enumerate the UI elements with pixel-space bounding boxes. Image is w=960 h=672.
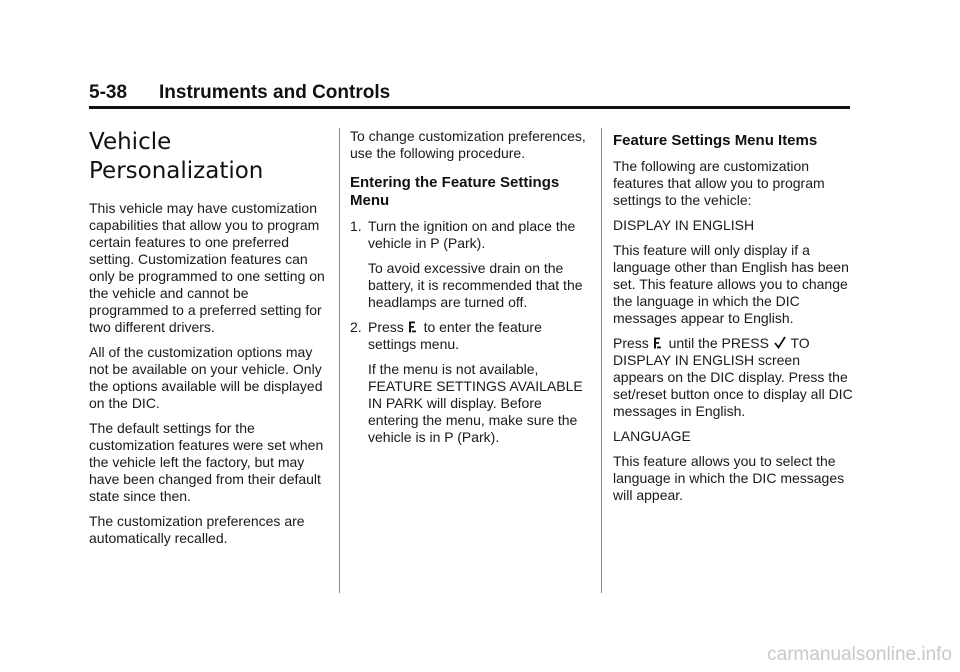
paragraph: [613, 335, 853, 420]
paragraph: To change customization preferences, use the following procedure.: [350, 128, 586, 161]
page-heading-line1: Vehicle: [89, 129, 172, 155]
vehicle-information-button-icon: [653, 337, 662, 349]
page-heading-line2: Personalization: [89, 158, 264, 184]
subsection-heading: Entering the Feature Settings Menu: [350, 174, 560, 209]
paragraph: The default settings for the customization features were set when the vehicle left the factory, but may have been changed from their default state since then.: [89, 420, 324, 504]
until-text: until the PRESS: [668, 335, 769, 351]
column-divider-2: [601, 128, 602, 593]
list-text: [368, 319, 586, 353]
page-header: [89, 80, 850, 109]
paragraph: All of the customization options may not be available on your vehicle. Only the options available will be displayed on the DIC.: [89, 344, 323, 411]
list-number: 1.: [350, 218, 362, 234]
watermark: carmanualsonline.info: [767, 644, 952, 665]
paragraph: The following are customization features that allow you to program settings to the vehicle:: [613, 158, 825, 208]
page-heading: [89, 128, 329, 186]
list-note: To avoid excessive drain on the battery, it is recommended that the headlamps are turned off.: [368, 260, 583, 310]
paragraph: This feature will only display if a language other than English has been set. This feature allows you to change the language in which the DIC messages appear to English.: [613, 242, 849, 326]
rest-text: TO DISPLAY IN ENGLISH screen appears on the DIC display. Press the set/reset button once to display all DIC messages in English.: [613, 335, 853, 419]
list-note: If the menu is not available, FEATURE SETTINGS AVAILABLE IN PARK will display. Before entering the menu, make sure the vehicle is in P (Park).: [368, 361, 583, 445]
list-number: 2.: [350, 319, 362, 335]
list-text: Turn the ignition on and place the vehicle in P (Park).: [368, 218, 576, 251]
paragraph: The customization preferences are automatically recalled.: [89, 513, 305, 546]
column-3: [613, 128, 853, 512]
feature-label: DISPLAY IN ENGLISH: [613, 217, 755, 233]
feature-label: LANGUAGE: [613, 428, 691, 444]
list-item: [350, 319, 586, 353]
press-rest-text: to enter the feature settings menu.: [368, 319, 542, 352]
list-item: [350, 218, 586, 252]
section-title: Instruments and Controls: [159, 82, 391, 103]
column-2: [350, 128, 586, 454]
paragraph: This vehicle may have customization capabilities that allow you to program certain features to one preferred setting. Customization features can only be programmed to one setting on the vehicle and cannot be programmed to a preferred setting for two different drivers.: [89, 200, 325, 335]
column-1: [89, 128, 329, 555]
vehicle-information-button-icon: [408, 321, 417, 333]
page-number: 5-38: [89, 82, 128, 103]
column-divider-1: [339, 128, 340, 593]
paragraph: This feature allows you to select the language in which the DIC messages will appear.: [613, 453, 845, 503]
press-text: Press: [613, 335, 649, 351]
subsection-heading: Feature Settings Menu Items: [613, 132, 818, 149]
checkmark-icon: [774, 336, 786, 349]
press-text: Press: [368, 319, 404, 335]
